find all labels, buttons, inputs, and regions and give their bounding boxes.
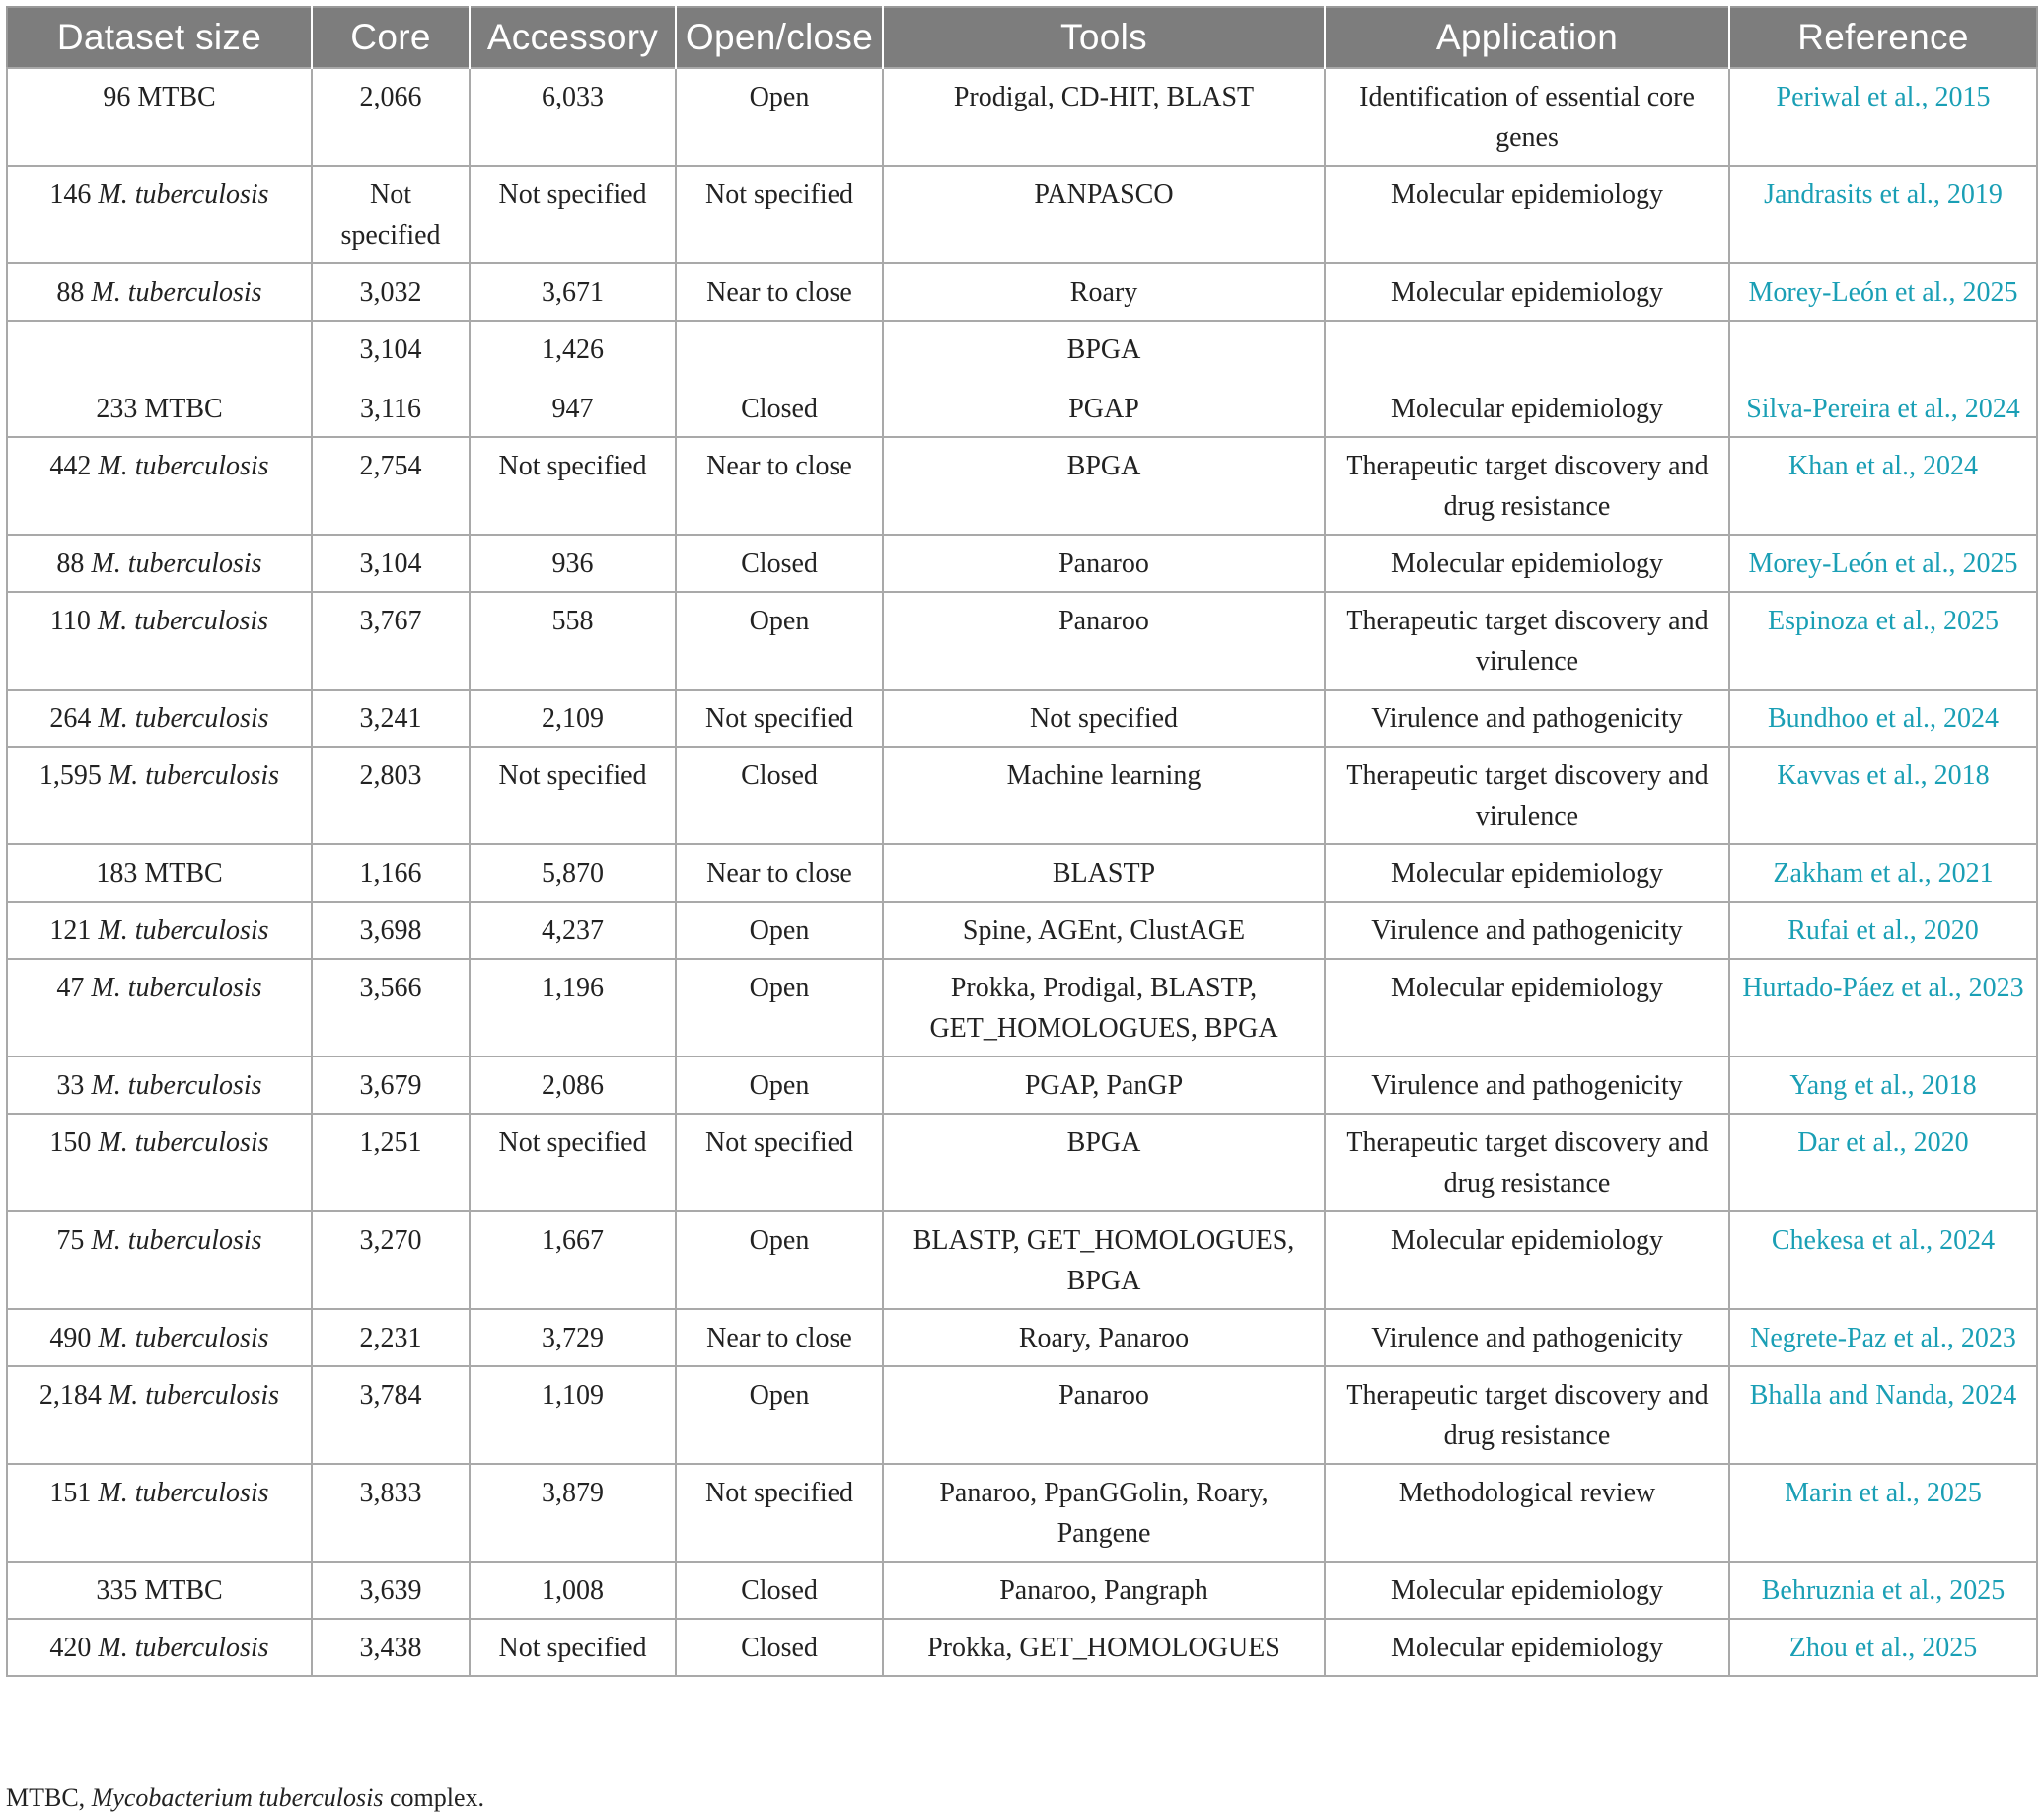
- table-row: [7, 959, 2037, 1056]
- cell-open-close: Open: [676, 68, 883, 166]
- cell-open-close: Open: [676, 592, 883, 690]
- cell-reference-link[interactable]: Negrete-Paz et al., 2023: [1729, 1309, 2037, 1366]
- dataset-count: 1,595: [38, 761, 102, 791]
- cell-open-close: Not specified: [676, 1114, 883, 1211]
- cell-open-close: Open: [676, 1211, 883, 1309]
- cell-reference-link[interactable]: Morey-León et al., 2025: [1729, 535, 2037, 592]
- table-row: [7, 592, 2037, 690]
- dataset-count: 88: [56, 277, 85, 308]
- cell-dataset-size: [7, 166, 312, 263]
- cell-open-close: Closed: [676, 1562, 883, 1619]
- cell-reference-link[interactable]: Zhou et al., 2025: [1729, 1619, 2037, 1676]
- cell-core: 3,241: [312, 690, 470, 747]
- cell-accessory: 1,109: [470, 1366, 676, 1464]
- cell-accessory: 1,667: [470, 1211, 676, 1309]
- dataset-organism: M. tuberculosis: [98, 1478, 269, 1508]
- cell-core: 1,166: [312, 844, 470, 902]
- cell-reference-link[interactable]: Kavvas et al., 2018: [1729, 747, 2037, 844]
- dataset-organism: M. tuberculosis: [98, 1128, 269, 1158]
- cell-tools: Roary, Panaroo: [883, 1309, 1325, 1366]
- cell-dataset-size-empty: [7, 321, 312, 370]
- cell-core: 3,566: [312, 959, 470, 1056]
- cell-tools: Panaroo, Pangraph: [883, 1562, 1325, 1619]
- dataset-organism: M. tuberculosis: [98, 1323, 269, 1353]
- cell-accessory: 1,008: [470, 1562, 676, 1619]
- cell-dataset-size: [7, 1114, 312, 1211]
- cell-application: Therapeutic target discovery and drug resistance: [1325, 437, 1729, 535]
- cell-reference-link[interactable]: Zakham et al., 2021: [1729, 844, 2037, 902]
- table-row: [7, 1562, 2037, 1619]
- cell-reference-link[interactable]: Morey-León et al., 2025: [1729, 263, 2037, 321]
- cell-open-close: Open: [676, 1366, 883, 1464]
- cell-tools: Panaroo: [883, 535, 1325, 592]
- dataset-organism: M. tuberculosis: [98, 1633, 269, 1663]
- cell-application: Methodological review: [1325, 1464, 1729, 1562]
- cell-tools: PANPASCO: [883, 166, 1325, 263]
- table-row: [7, 1114, 2037, 1211]
- cell-accessory: Not specified: [470, 437, 676, 535]
- cell-tools: BPGA: [883, 321, 1325, 370]
- cell-tools: PGAP: [883, 370, 1325, 437]
- cell-dataset-size: [7, 844, 312, 902]
- cell-accessory: 1,426: [470, 321, 676, 370]
- dataset-organism: M. tuberculosis: [91, 973, 262, 1003]
- dataset-count: 264: [49, 703, 92, 734]
- dataset-count: 110: [49, 606, 91, 636]
- cell-dataset-size: [7, 1211, 312, 1309]
- cell-core: 3,639: [312, 1562, 470, 1619]
- cell-dataset-size: [7, 1619, 312, 1676]
- cell-application: Molecular epidemiology: [1325, 1562, 1729, 1619]
- dataset-count: 442: [49, 451, 92, 481]
- dataset-count: 47: [56, 973, 85, 1003]
- cell-application: Virulence and pathogenicity: [1325, 1056, 1729, 1114]
- dataset-organism: M. tuberculosis: [108, 761, 280, 791]
- cell-reference-link[interactable]: Marin et al., 2025: [1729, 1464, 2037, 1562]
- cell-core: 2,754: [312, 437, 470, 535]
- cell-open-close: Closed: [676, 535, 883, 592]
- dataset-count: 420: [49, 1633, 92, 1663]
- cell-tools: Prodigal, CD-HIT, BLAST: [883, 68, 1325, 166]
- dataset-count: 146: [49, 180, 92, 210]
- cell-reference-empty: [1729, 321, 2037, 370]
- cell-tools: Machine learning: [883, 747, 1325, 844]
- cell-dataset-size: [7, 1056, 312, 1114]
- cell-application: Therapeutic target discovery and virulence: [1325, 592, 1729, 690]
- dataset-count: 96: [103, 82, 131, 112]
- dataset-count: 335: [96, 1575, 138, 1606]
- cell-open-close: Not specified: [676, 1464, 883, 1562]
- cell-open-close: Closed: [676, 747, 883, 844]
- cell-reference-link[interactable]: Yang et al., 2018: [1729, 1056, 2037, 1114]
- pangenome-table: [6, 6, 2038, 1677]
- dataset-organism: M. tuberculosis: [98, 451, 269, 481]
- cell-tools: Prokka, GET_HOMOLOGUES: [883, 1619, 1325, 1676]
- cell-tools: Roary: [883, 263, 1325, 321]
- cell-dataset-size: [7, 747, 312, 844]
- cell-accessory: Not specified: [470, 166, 676, 263]
- dataset-organism: M. tuberculosis: [98, 703, 269, 734]
- header-core: Core: [312, 7, 470, 68]
- cell-reference-link[interactable]: Hurtado-Páez et al., 2023: [1729, 959, 2037, 1056]
- cell-core: Not specified: [312, 166, 470, 263]
- cell-core: 3,767: [312, 592, 470, 690]
- cell-open-close: Near to close: [676, 1309, 883, 1366]
- dataset-organism: M. tuberculosis: [98, 915, 269, 946]
- cell-reference-link[interactable]: Chekesa et al., 2024: [1729, 1211, 2037, 1309]
- cell-open-close: Open: [676, 959, 883, 1056]
- dataset-organism: MTBC: [144, 394, 223, 424]
- cell-accessory: 4,237: [470, 902, 676, 959]
- cell-application: Molecular epidemiology: [1325, 370, 1729, 437]
- dataset-count: 33: [56, 1070, 85, 1101]
- cell-reference-link[interactable]: Bhalla and Nanda, 2024: [1729, 1366, 2037, 1464]
- dataset-organism: M. tuberculosis: [91, 548, 262, 579]
- cell-application: Molecular epidemiology: [1325, 166, 1729, 263]
- cell-dataset-size: [7, 1309, 312, 1366]
- header-tools: Tools: [883, 7, 1325, 68]
- cell-reference-link[interactable]: Periwal et al., 2015: [1729, 68, 2037, 166]
- cell-dataset-size: [7, 437, 312, 535]
- cell-application: Therapeutic target discovery and drug resistance: [1325, 1114, 1729, 1211]
- header-dataset-size: Dataset size: [7, 7, 312, 68]
- header-open-close: Open/close: [676, 7, 883, 68]
- cell-application: Virulence and pathogenicity: [1325, 1309, 1729, 1366]
- cell-dataset-size: [7, 535, 312, 592]
- cell-accessory: 5,870: [470, 844, 676, 902]
- cell-accessory: 558: [470, 592, 676, 690]
- dataset-count: 233: [96, 394, 138, 424]
- cell-dataset-size: [7, 1562, 312, 1619]
- dataset-organism: M. tuberculosis: [91, 1070, 262, 1101]
- cell-core: 3,833: [312, 1464, 470, 1562]
- cell-tools: Prokka, Prodigal, BLASTP, GET_HOMOLOGUES, BPGA: [883, 959, 1325, 1056]
- cell-open-close: Closed: [676, 1619, 883, 1676]
- dataset-count: 121: [49, 915, 92, 946]
- cell-dataset-size: [7, 1366, 312, 1464]
- cell-tools: Spine, AGEnt, ClustAGE: [883, 902, 1325, 959]
- cell-open-close-empty: [676, 321, 883, 370]
- cell-accessory: 3,671: [470, 263, 676, 321]
- dataset-organism: M. tuberculosis: [91, 277, 262, 308]
- cell-reference-link[interactable]: Rufai et al., 2020: [1729, 902, 2037, 959]
- cell-accessory: 947: [470, 370, 676, 437]
- cell-application: Therapeutic target discovery and drug resistance: [1325, 1366, 1729, 1464]
- table-row: [7, 263, 2037, 321]
- cell-core: 3,679: [312, 1056, 470, 1114]
- cell-open-close: Not specified: [676, 690, 883, 747]
- cell-tools: BLASTP, GET_HOMOLOGUES, BPGA: [883, 1211, 1325, 1309]
- cell-dataset-size: [7, 690, 312, 747]
- cell-dataset-size: [7, 592, 312, 690]
- cell-accessory: 6,033: [470, 68, 676, 166]
- table-footnote: MTBC, Mycobacterium tuberculosis complex.: [6, 1784, 485, 1812]
- table-row: [7, 1056, 2037, 1114]
- cell-open-close: Open: [676, 902, 883, 959]
- cell-accessory: 1,196: [470, 959, 676, 1056]
- table-row: [7, 68, 2037, 166]
- cell-core: 3,438: [312, 1619, 470, 1676]
- dataset-organism: M. tuberculosis: [97, 606, 269, 636]
- cell-reference-link[interactable]: Silva-Pereira et al., 2024: [1729, 370, 2037, 437]
- cell-open-close: Closed: [676, 370, 883, 437]
- cell-application: Molecular epidemiology: [1325, 959, 1729, 1056]
- table-row: [7, 437, 2037, 535]
- dataset-count: 2,184: [38, 1380, 102, 1411]
- dataset-organism: MTBC: [144, 1575, 223, 1606]
- table-header-row: [7, 7, 2037, 68]
- cell-tools: Not specified: [883, 690, 1325, 747]
- header-accessory: Accessory: [470, 7, 676, 68]
- cell-reference-link[interactable]: Khan et al., 2024: [1729, 437, 2037, 535]
- cell-application-empty: [1325, 321, 1729, 370]
- cell-accessory: 3,879: [470, 1464, 676, 1562]
- cell-application: Virulence and pathogenicity: [1325, 690, 1729, 747]
- table-row: [7, 535, 2037, 592]
- cell-application: Identification of essential core genes: [1325, 68, 1729, 166]
- table-row: [7, 321, 2037, 370]
- cell-application: Virulence and pathogenicity: [1325, 902, 1729, 959]
- dataset-count: 490: [49, 1323, 92, 1353]
- cell-application: Molecular epidemiology: [1325, 844, 1729, 902]
- table-row: [7, 166, 2037, 263]
- cell-tools: Panaroo, PpanGGolin, Roary, Pangene: [883, 1464, 1325, 1562]
- cell-application: Molecular epidemiology: [1325, 535, 1729, 592]
- cell-dataset-size: [7, 68, 312, 166]
- cell-core: 1,251: [312, 1114, 470, 1211]
- cell-open-close: Open: [676, 1056, 883, 1114]
- cell-application: Molecular epidemiology: [1325, 1619, 1729, 1676]
- cell-reference-link[interactable]: Jandrasits et al., 2019: [1729, 166, 2037, 263]
- dataset-count: 150: [49, 1128, 92, 1158]
- dataset-count: 75: [56, 1225, 85, 1256]
- cell-core: 2,066: [312, 68, 470, 166]
- table-row: [7, 1619, 2037, 1676]
- cell-accessory: Not specified: [470, 747, 676, 844]
- cell-tools: PGAP, PanGP: [883, 1056, 1325, 1114]
- cell-tools: Panaroo: [883, 1366, 1325, 1464]
- cell-tools: BPGA: [883, 437, 1325, 535]
- cell-core: 3,104: [312, 321, 470, 370]
- cell-accessory: 2,086: [470, 1056, 676, 1114]
- cell-application: Therapeutic target discovery and virulence: [1325, 747, 1729, 844]
- table-row: [7, 370, 2037, 437]
- cell-accessory: 3,729: [470, 1309, 676, 1366]
- cell-reference-link[interactable]: Bundhoo et al., 2024: [1729, 690, 2037, 747]
- dataset-organism: MTBC: [137, 82, 216, 112]
- cell-accessory: Not specified: [470, 1114, 676, 1211]
- cell-application: Molecular epidemiology: [1325, 1211, 1729, 1309]
- cell-tools: Panaroo: [883, 592, 1325, 690]
- cell-accessory: 936: [470, 535, 676, 592]
- cell-dataset-size: [7, 1464, 312, 1562]
- cell-tools: BLASTP: [883, 844, 1325, 902]
- cell-open-close: Near to close: [676, 263, 883, 321]
- cell-tools: BPGA: [883, 1114, 1325, 1211]
- dataset-count: 183: [96, 858, 138, 889]
- cell-application: Molecular epidemiology: [1325, 263, 1729, 321]
- cell-core: 3,270: [312, 1211, 470, 1309]
- cell-accessory: Not specified: [470, 1619, 676, 1676]
- cell-core: 3,116: [312, 370, 470, 437]
- cell-reference-link[interactable]: Dar et al., 2020: [1729, 1114, 2037, 1211]
- cell-core: 3,032: [312, 263, 470, 321]
- cell-core: 3,104: [312, 535, 470, 592]
- cell-open-close: Not specified: [676, 166, 883, 263]
- dataset-count: 88: [56, 548, 85, 579]
- table-row: [7, 690, 2037, 747]
- table-row: [7, 1366, 2037, 1464]
- dataset-organism: M. tuberculosis: [91, 1225, 262, 1256]
- cell-core: 2,803: [312, 747, 470, 844]
- dataset-count: 151: [49, 1478, 92, 1508]
- table-row: [7, 1309, 2037, 1366]
- table-row: [7, 844, 2037, 902]
- dataset-organism: MTBC: [144, 858, 223, 889]
- cell-reference-link[interactable]: Behruznia et al., 2025: [1729, 1562, 2037, 1619]
- table-row: [7, 747, 2037, 844]
- cell-dataset-size: [7, 959, 312, 1056]
- cell-core: 2,231: [312, 1309, 470, 1366]
- dataset-organism: M. tuberculosis: [98, 180, 269, 210]
- header-reference: Reference: [1729, 7, 2037, 68]
- table-row: [7, 1464, 2037, 1562]
- header-application: Application: [1325, 7, 1729, 68]
- cell-core: 3,698: [312, 902, 470, 959]
- cell-reference-link[interactable]: Espinoza et al., 2025: [1729, 592, 2037, 690]
- cell-core: 3,784: [312, 1366, 470, 1464]
- table-row: [7, 1211, 2037, 1309]
- dataset-organism: M. tuberculosis: [108, 1380, 280, 1411]
- cell-dataset-size: [7, 370, 312, 437]
- cell-accessory: 2,109: [470, 690, 676, 747]
- table-row: [7, 902, 2037, 959]
- cell-dataset-size: [7, 263, 312, 321]
- cell-dataset-size: [7, 902, 312, 959]
- cell-open-close: Near to close: [676, 844, 883, 902]
- cell-open-close: Near to close: [676, 437, 883, 535]
